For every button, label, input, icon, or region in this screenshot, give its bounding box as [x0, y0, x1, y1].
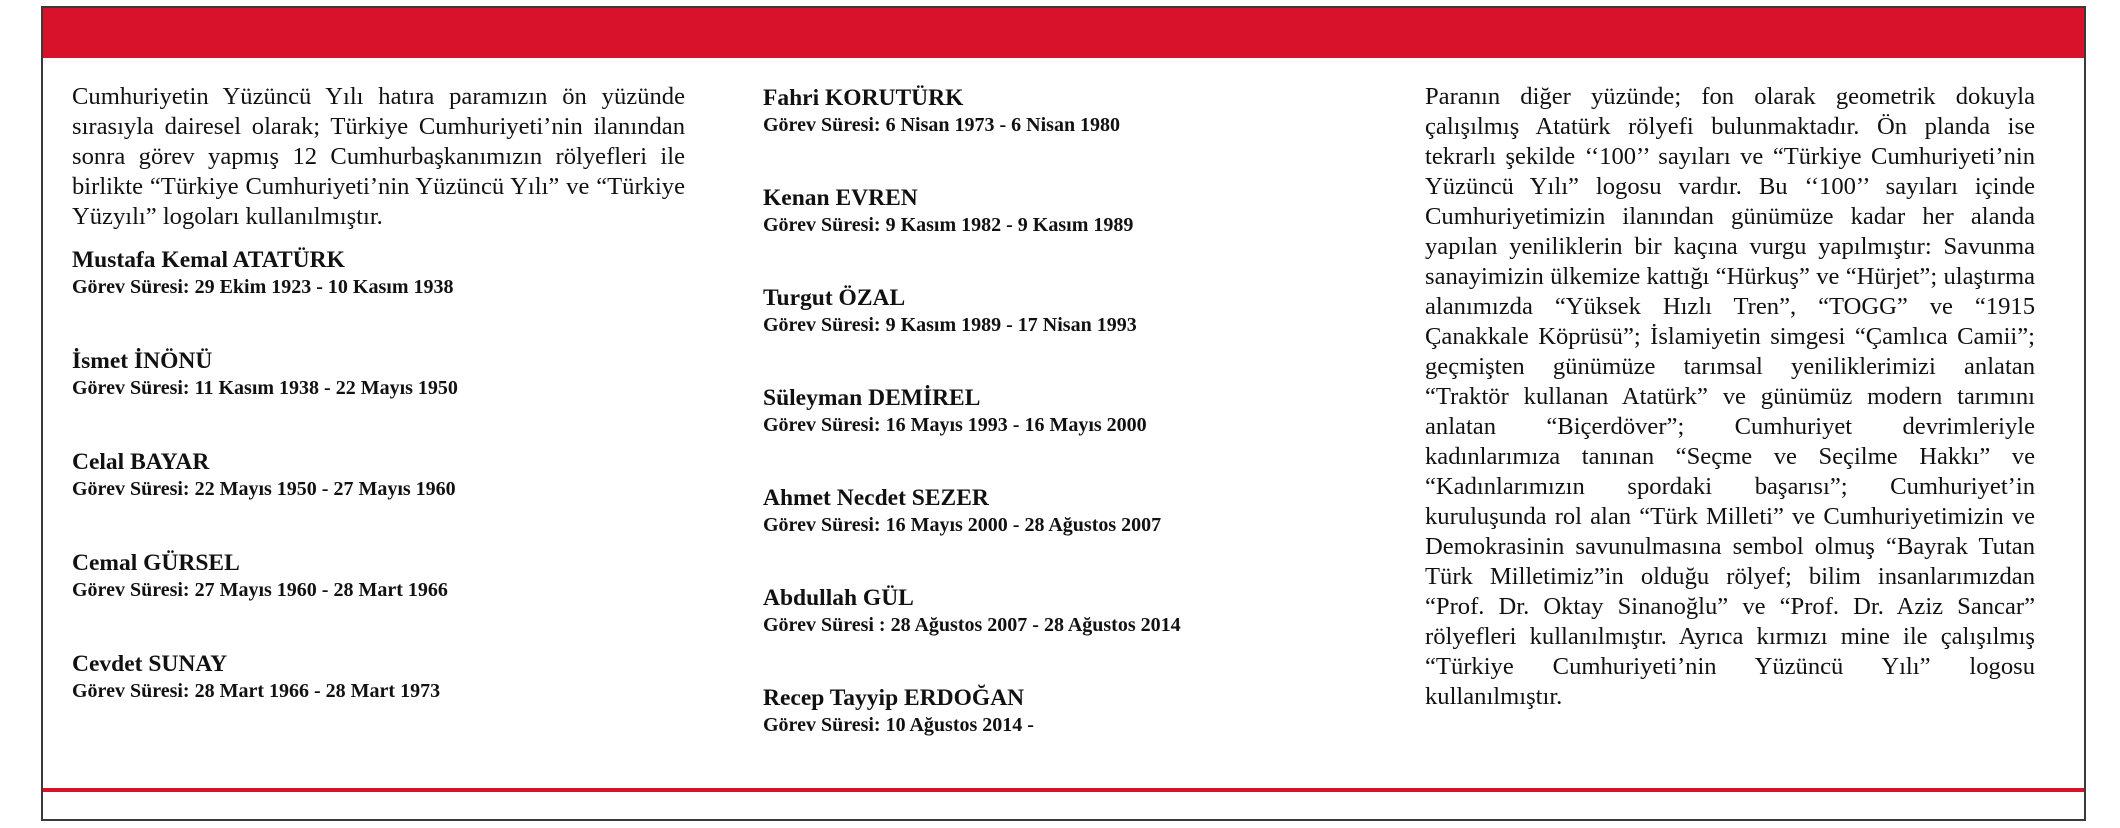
president-name: İsmet İNÖNÜ [72, 348, 213, 374]
term-of-office: Görev Süresi: 10 Ağustos 2014 - [763, 714, 1034, 736]
president-entry [763, 184, 1363, 238]
president-name: Süleyman DEMİREL [763, 385, 981, 411]
president-entry [763, 684, 1363, 738]
president-list-left [72, 246, 685, 704]
president-name: Fahri KORUTÜRK [763, 85, 964, 111]
president-entry [763, 284, 1363, 338]
president-entry [763, 584, 1363, 638]
president-entry [72, 347, 685, 401]
president-name: Recep Tayyip ERDOĞAN [763, 685, 1025, 711]
president-entry [72, 246, 685, 300]
left-column [72, 82, 685, 704]
president-entry [72, 549, 685, 603]
top-red-band [43, 8, 2084, 58]
president-name: Cemal GÜRSEL [72, 550, 240, 576]
term-of-office: Görev Süresi: 16 Mayıs 2000 - 28 Ağustos 2007 [763, 514, 1162, 536]
term-of-office: Görev Süresi: 22 Mayıs 1950 - 27 Mayıs 1960 [72, 478, 456, 500]
president-name: Kenan EVREN [763, 185, 918, 211]
term-of-office: Görev Süresi: 16 Mayıs 1993 - 16 Mayıs 2000 [763, 414, 1147, 436]
term-of-office: Görev Süresi : 28 Ağustos 2007 - 28 Ağustos 2014 [763, 614, 1181, 636]
term-of-office: Görev Süresi: 27 Mayıs 1960 - 28 Mart 1966 [72, 579, 448, 601]
term-of-office: Görev Süresi: 28 Mart 1966 - 28 Mart 1973 [72, 680, 441, 702]
president-name: Ahmet Necdet SEZER [763, 485, 989, 511]
term-of-office: Görev Süresi: 9 Kasım 1982 - 9 Kasım 1989 [763, 214, 1134, 236]
middle-column [763, 84, 1363, 738]
president-entry [72, 650, 685, 704]
term-of-office: Görev Süresi: 6 Nisan 1973 - 6 Nisan 1980 [763, 114, 1121, 136]
right-column [1425, 82, 2035, 712]
president-name: Mustafa Kemal ATATÜRK [72, 247, 345, 273]
president-name: Celal BAYAR [72, 449, 210, 475]
president-entry [72, 448, 685, 502]
president-entry [763, 484, 1363, 538]
term-of-office: Görev Süresi: 11 Kasım 1938 - 22 Mayıs 1950 [72, 377, 458, 399]
president-entry [763, 84, 1363, 138]
president-entry [763, 384, 1363, 438]
intro-paragraph: Cumhuriyetin Yüzüncü Yılı hatıra paramızın ön yüzünde sırasıyla dairesel olarak; Türkiye Cumhuriyeti’nin ilanından sonra görev yapmış 12 Cumhurbaşkanımızın rölyefleri ile birlikte “Türkiye Cumhuriyeti’nin Yüzüncü Yılı” ve “Türkiye Yüzyılı” logoları kullanılmıştır. [72, 83, 685, 230]
president-name: Abdullah GÜL [763, 585, 914, 611]
president-list-middle [763, 84, 1363, 738]
term-of-office: Görev Süresi: 9 Kasım 1989 - 17 Nisan 1993 [763, 314, 1137, 336]
president-name: Cevdet SUNAY [72, 651, 228, 677]
reverse-side-description: Paranın diğer yüzünde; fon olarak geometrik dokuyla çalışılmış Atatürk rölyefi bulunmaktadır. Ön planda ise tekrarlı şekilde ‘‘100’’ sayıları ve “Türkiye Cumhuriyeti’nin Yüzüncü Yılı” logosu vardır. Bu ‘‘100’’ sayıları içinde Cumhuriyetimizin ilanından günümüze kadar her alanda yapılan yeniliklerin bir kaçına vurgu yapılmıştır: Savunma sanayimizin ülkemize kattığı “Hürkuş” ve “Hürjet”; ulaştırma alanımızda “Yüksek Hızlı Tren”, “TOGG” ve “1915 Çanakkale Köprüsü”; İslamiyetin simgesi “Çamlıca Camii”; geçmişten günümüze tarımsal yeniliklerimizi anlatan “Traktör kullanan Atatürk” ve günümüz modern tarımını anlatan “Biçerdöver”; Cumhuriyet devrimleriyle kadınlarımıza tanınan “Seçme ve Seçilme Hakkı” ve “Kadınlarımızın spordaki başarısı”; Cumhuriyet’in kuruluşunda rol alan “Türk Milleti” ve Cumhuriyetimizin ve Demokrasinin savunulmasına sembol olmuş “Bayrak Tutan Türk Milletimiz”in olduğu rölyef; bilim insanlarımızdan “Prof. Dr. Oktay Sinanoğlu” ve “Prof. Dr. Aziz Sancar” rölyefleri kullanılmıştır. Ayrıca kırmızı mine ile çalışılmış “Türkiye Cumhuriyeti’nin Yüzüncü Yılı” logosu kullanılmıştır. [1425, 83, 2035, 710]
president-name: Turgut ÖZAL [763, 285, 906, 311]
term-of-office: Görev Süresi: 29 Ekim 1923 - 10 Kasım 1938 [72, 276, 454, 298]
bottom-red-line [43, 788, 2084, 792]
